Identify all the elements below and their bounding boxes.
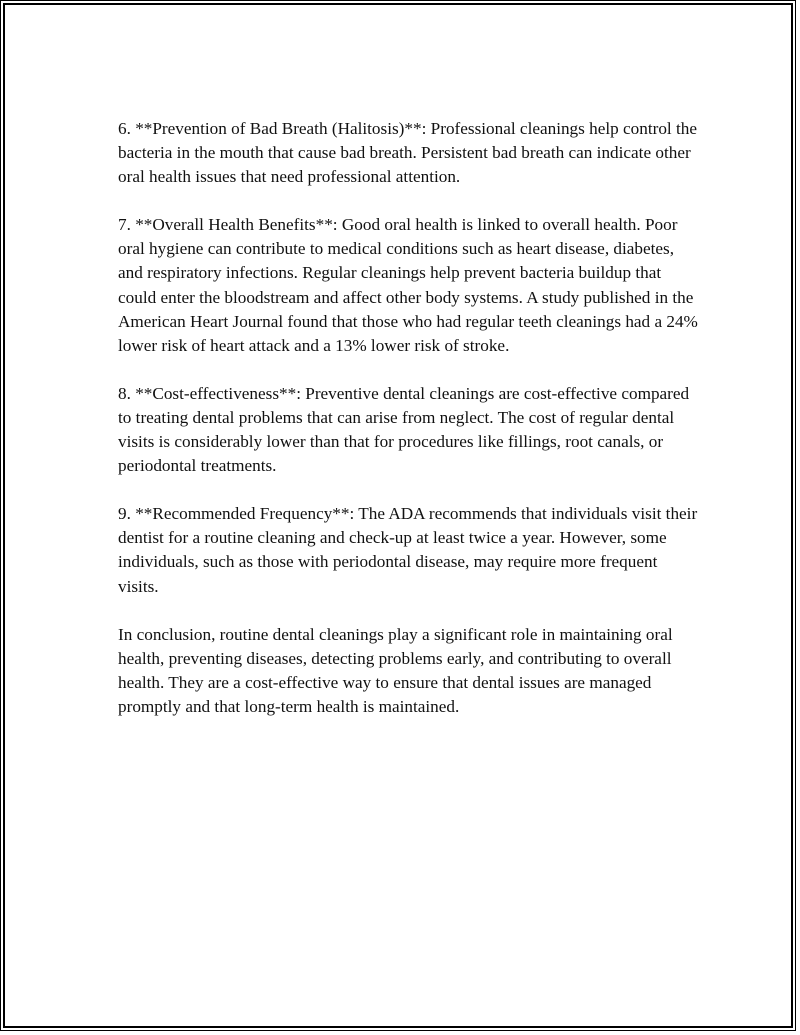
paragraph-overall-health: 7. **Overall Health Benefits**: Good oral health is linked to overall health. Poor oral hygiene can contribute to medical conditions such as heart disease, diabetes, and respiratory infections. Regular cleanings help prevent bacteria buildup that could enter the bloodstream and affect other body systems. A study published in the American Heart Journal found that those who had regular teeth cleanings had a 24% lower risk of heart attack and a 13% lower risk of stroke. [118,215,698,355]
paragraph-bad-breath: 6. **Prevention of Bad Breath (Halitosis)**: Professional cleanings help control the bacteria in the mouth that cause bad breath. Persistent bad breath can indicate other oral health issues that need professional attention. [118,119,698,187]
paragraph-recommended-frequency: 9. **Recommended Frequency**: The ADA recommends that individuals visit their dentist for a routine cleaning and check-up at least twice a year. However, some individuals, such as those with periodontal disease, may require more frequent visits. [118,504,698,596]
document-body [118,117,698,743]
paragraph-conclusion: In conclusion, routine dental cleanings play a significant role in maintaining oral health, preventing diseases, detecting problems early, and contributing to overall health. They are a cost-effective way to ensure that dental issues are managed promptly and that long-term health is maintained. [118,624,673,716]
paragraph-cost-effectiveness: 8. **Cost-effectiveness**: Preventive dental cleanings are cost-effective compared to treating dental problems that can arise from neglect. The cost of regular dental visits is considerably lower than that for procedures like fillings, root canals, or periodontal treatments. [118,383,690,476]
